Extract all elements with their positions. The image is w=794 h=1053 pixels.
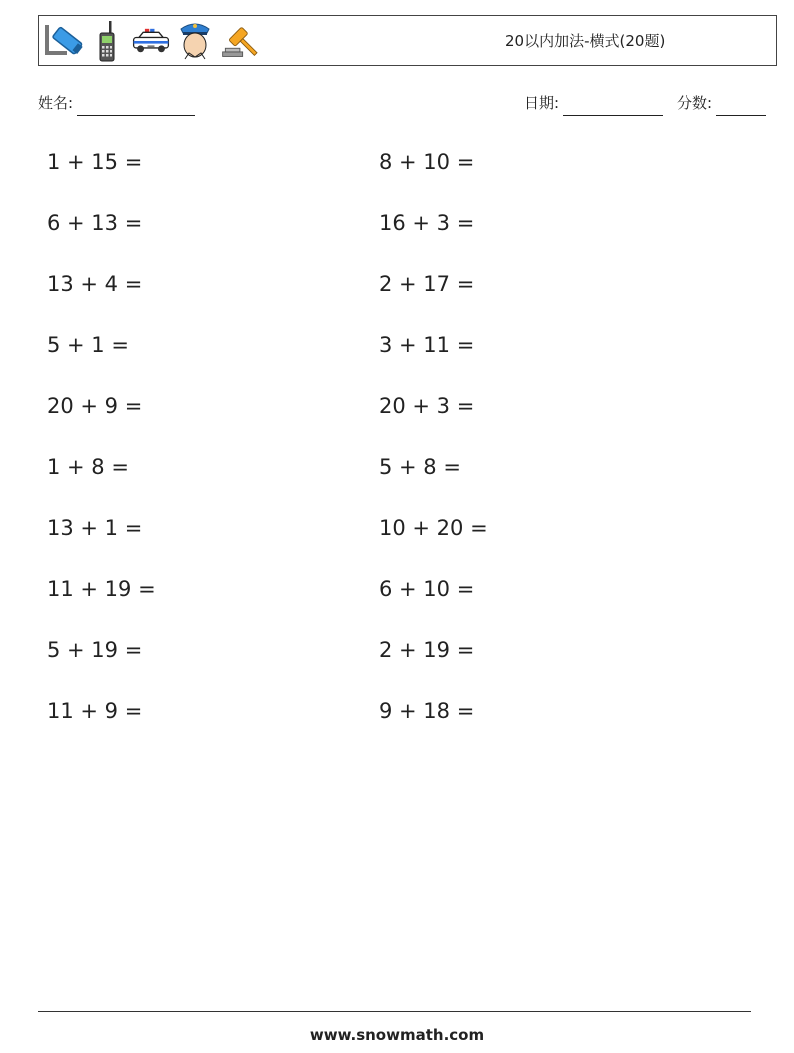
problem-right-6: 5 + 8 = xyxy=(379,455,461,479)
name-blank[interactable] xyxy=(77,97,195,116)
problem-left-5: 20 + 9 = xyxy=(47,394,143,418)
problem-left-8: 11 + 19 = xyxy=(47,577,156,601)
worksheet-title: 20以内加法-横式(20题) xyxy=(505,32,666,50)
gavel-icon xyxy=(219,19,259,63)
header-icons xyxy=(43,19,259,63)
problem-right-8: 6 + 10 = xyxy=(379,577,475,601)
problem-left-9: 5 + 19 = xyxy=(47,638,143,662)
problem-right-7: 10 + 20 = xyxy=(379,516,488,540)
problem-left-3: 13 + 4 = xyxy=(47,272,143,296)
score-field xyxy=(677,90,766,116)
problem-left-7: 13 + 1 = xyxy=(47,516,143,540)
problem-left-2: 6 + 13 = xyxy=(47,211,143,235)
problem-right-3: 2 + 17 = xyxy=(379,272,475,296)
walkie-talkie-icon xyxy=(87,19,127,63)
date-blank[interactable] xyxy=(563,97,663,116)
name-label: 姓名: xyxy=(38,94,74,112)
problem-left-1: 1 + 15 = xyxy=(47,150,143,174)
problem-right-1: 8 + 10 = xyxy=(379,150,475,174)
projector-icon xyxy=(43,19,83,63)
score-label: 分数: xyxy=(677,94,713,112)
footer-divider xyxy=(38,1011,751,1012)
problem-right-2: 16 + 3 = xyxy=(379,211,475,235)
problem-left-10: 11 + 9 = xyxy=(47,699,143,723)
score-blank[interactable] xyxy=(716,97,766,116)
problem-left-4: 5 + 1 = xyxy=(47,333,129,357)
problem-right-9: 2 + 19 = xyxy=(379,638,475,662)
problem-left-6: 1 + 8 = xyxy=(47,455,129,479)
problem-right-10: 9 + 18 = xyxy=(379,699,475,723)
worksheet-header xyxy=(38,15,777,66)
problem-right-4: 3 + 11 = xyxy=(379,333,475,357)
name-field xyxy=(38,90,195,116)
date-field xyxy=(524,90,663,116)
problem-right-5: 20 + 3 = xyxy=(379,394,475,418)
date-label: 日期: xyxy=(524,94,560,112)
police-car-icon xyxy=(131,19,171,63)
footer-website[interactable]: www.snowmath.com xyxy=(309,1026,485,1044)
police-officer-icon xyxy=(175,19,215,63)
